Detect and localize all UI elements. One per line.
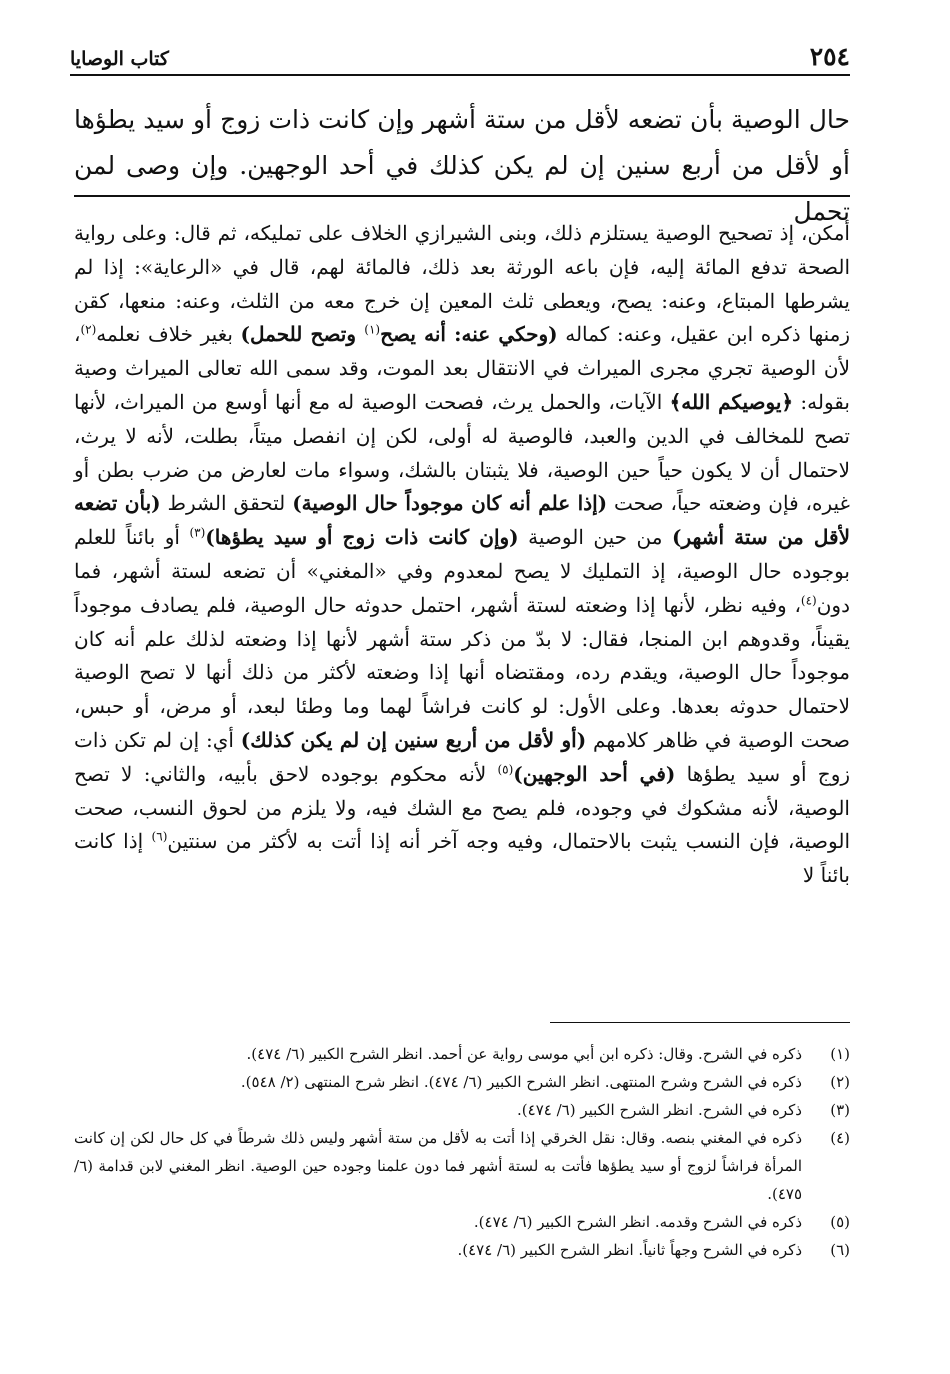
quoted-matn-text: وتصح للحمل) (240, 322, 365, 347)
footnote-number: (١) (830, 1045, 850, 1063)
commentary-text: إذا كانت بائناً لا (74, 829, 850, 888)
quoted-matn-text: (بأن تضعه لأقل من ستة أشهر) (74, 491, 850, 550)
footnote (74, 1096, 850, 1124)
footnote-text: ذكره في الشرح وقدمه. انظر الشرح الكبير (٦/ ٤٧٤). (473, 1213, 802, 1231)
footnote-text: ذكره في المغني بنصه. وقال: نقل الخرقي إذا أتت به لأقل من ستة أشهر وليس ذلك شرطاً في كل حال لكن إن كانت المرأة فراشاً لزوج أو سيد يطؤها فأتت به لستة أشهر فما دون علمنا وجوده حين الوصية. انظر المغني لابن قدامة (٦/ ٤٧٥). (74, 1129, 802, 1203)
footnote-marker: (٦) (151, 829, 168, 844)
footnote-number: (٥) (830, 1213, 850, 1231)
footnote-number: (٢) (830, 1073, 850, 1091)
commentary-text: لتحقق الشرط (160, 491, 293, 516)
commentary-text: ، وفيه نظر، لأنها إذا وضعته لستة أشهر، احتمل حدوثه حال الوصية، فلم يصادف موجوداً يقيناً، وقدوهم ابن المنجا، فقال: لا بدّ من ذكر ستة أشهر لأنها إذا وضعته لذلك علم أنه كان موجوداً حال الوصية، ويقدم رده، ومقتضاه أنها إذا وضعته لأكثر من ذلك أنها لا تصح الوصية لاحتمال حدوثه بعدها. وعلى الأول: لو كانت فراشاً لهما وما وطئا لبعد، أو مرض، أو حبس، صحت الوصية في ظاهر كلامهم (74, 592, 851, 752)
page-header (70, 40, 850, 76)
footnote-text: ذكره في الشرح وجهاً ثانياً. انظر الشرح الكبير (٦/ ٤٧٤). (457, 1241, 802, 1259)
main-text-paragraph: حال الوصية بأن تضعه لأقل من ستة أشهر وإن كانت ذات زوج أو سيد يطؤها أو لأقل من أربع سنين إن لم يكن كذلك في أحد الوجهين. وإن وصى لمن تحمل (74, 105, 851, 226)
footnote (74, 1124, 850, 1208)
footnotes (74, 1040, 850, 1264)
commentary-text: أو بائناً للعلم بوجوده حال الوصية، إذ التمليك لا يصح لمعدوم وفي «المغني» أن تضعه لستة أشهر، فما دون (74, 525, 850, 617)
footnote-text: ذكره في الشرح. انظر الشرح الكبير (٦/ ٤٧٤). (517, 1101, 802, 1119)
commentary-text: بغير خلاف نعلمه (96, 322, 241, 347)
quoted-matn-text: ﴿يوصيكم الله﴾ (669, 389, 794, 414)
footnote (74, 1208, 850, 1236)
footnote-number: (٤) (830, 1129, 850, 1147)
main-text-divider (74, 195, 850, 197)
page-number: ٢٥٤ (802, 40, 850, 74)
commentary (74, 217, 850, 893)
footnote-marker: (٤) (800, 593, 817, 608)
quoted-matn-text: (وإن كانت ذات زوج أو سيد يطؤها) (205, 525, 519, 550)
commentary-text: أي: إن لم تكن ذات زوج أو سيد يطؤها (74, 727, 851, 786)
footnote-text: ذكره في الشرح وشرح المنتهى. انظر الشرح الكبير (٦/ ٤٧٤). انظر شرح المنتهى (٢/ ٥٤٨). (240, 1073, 802, 1091)
footnote-divider (550, 1022, 850, 1023)
footnote (74, 1040, 850, 1068)
footnote-text: ذكره في الشرح. وقال: ذكره ابن أبي موسى رواية عن أحمد. انظر الشرح الكبير (٦/ ٤٧٤). (246, 1045, 802, 1063)
quoted-matn-text: (أو لأقل من أربع سنين إن لم يكن كذلك) (240, 727, 587, 752)
footnote-marker: (١) (364, 322, 381, 337)
footnote (74, 1236, 850, 1264)
quoted-matn-text: (إذا علم أنه كان موجوداً حال الوصية) (292, 491, 608, 516)
footnote-marker: (٣) (189, 525, 206, 540)
quoted-matn-text: (في أحد الوجهين) (513, 761, 676, 786)
main-text (74, 97, 850, 235)
commentary-paragraph (74, 217, 850, 893)
footnote-marker: (٢) (80, 322, 97, 337)
commentary-text: من حين الوصية (518, 525, 673, 550)
footnote-number: (٦) (830, 1241, 850, 1259)
commentary-text: الآيات، والحمل يرث، فصحت الوصية له مع أنها أوسع من الميراث، لأنها تصح للمخالف في الدين والعبد، فالوصية له أولى، لكن إن انفصل ميتاً، بطلت، لأنه لا يرث، لاحتمال أن لا يكون حياً حين الوصية، فلا يثبتان بالشك، وسواء مات لعارض من ضرب بطن أو غيره، فإن وضعته حياً، صحت (74, 389, 850, 516)
running-title: كتاب الوصايا (70, 46, 177, 72)
commentary-text: ، لأن الوصية تجري مجرى الميراث في الانتقال بعد الموت، وقد سمى الله تعالى الميراث وصية بقوله: (74, 322, 850, 414)
commentary-text: لأنه محكوم بوجوده لاحق بأبيه، والثاني: لا تصح الوصية، لأنه مشكوك في وجوده، فلم يصح مع الشك فيه، ولا يلزم من لحوق النسب، صحت الوصية، فإن النسب يثبت بالاحتمال، وفيه وجه آخر أنه إذا أتت به لأكثر من سنتين (74, 761, 850, 854)
footnote (74, 1068, 850, 1096)
commentary-text: أمكن، إذ تصحيح الوصية يستلزم ذلك، وبنى الشيرازي الخلاف على تمليكه، ثم قال: وعلى رواية الصحة تدفع المائة إليه، فإن باعه الورثة بعد ذلك، فالمائة لهم، قال في «الرعاية»: إذا لم يشرطها المبتاع، وعنه: يصح، ويعطى ثلث المعين إن خرج معه من الثلث، وعنه: منعها، كقن زمنها ذكره ابن عقيل، وعنه: كماله (74, 221, 851, 347)
quoted-matn-text: (وحكي عنه: أنه يصح (380, 322, 558, 347)
footnote-marker: (٥) (497, 762, 514, 777)
footnote-number: (٣) (830, 1101, 850, 1119)
